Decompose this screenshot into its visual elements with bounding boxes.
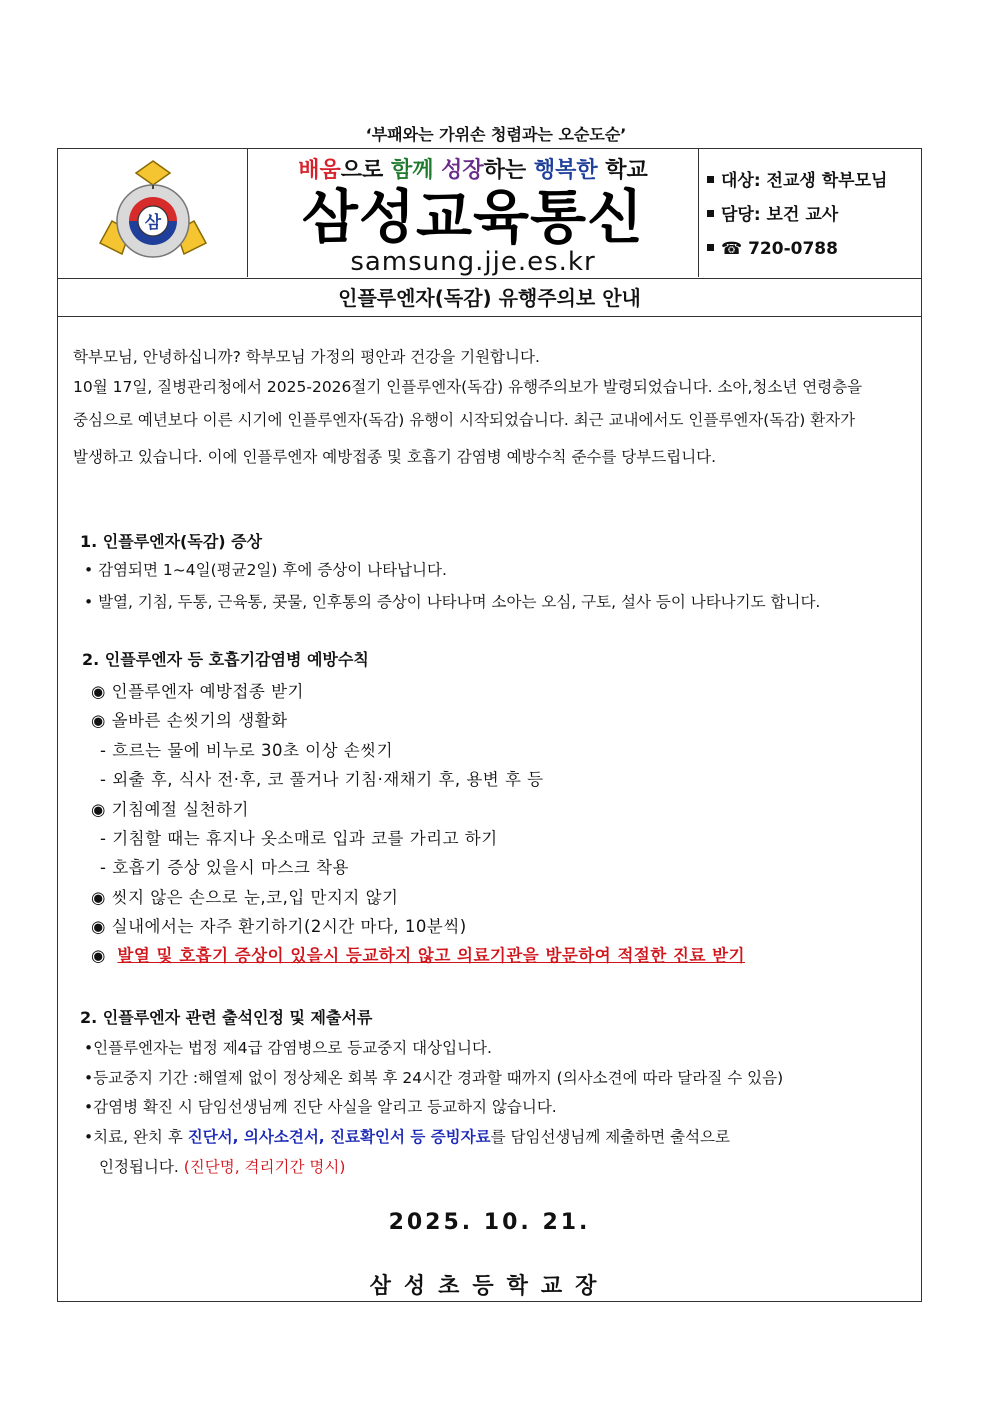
section2-warning <box>91 942 745 966</box>
section2-item: ◉ 씻지 않은 손으로 눈,코,입 만지지 않기 <box>91 888 399 907</box>
intro-line: 중심으로 예년보다 이른 시기에 인플루엔자(독감) 유행이 시작되었습니다. 최근 교내에서도 인플루엔자(독감) 환자가 <box>73 411 856 429</box>
intro-line: 10월 17일, 질병관리청에서 2025-2026절기 인플루엔자(독감) 유행주의보가 발령되었습니다. 소아,청소년 연령층을 <box>73 378 863 396</box>
section3-item: •인플루엔자는 법정 제4급 감염병으로 등교중지 대상입니다. <box>84 1039 492 1057</box>
section3-title: 2. 인플루엔자 관련 출석인정 및 제출서류 <box>80 1008 373 1027</box>
section3-item-cont: 인정됩니다. (진단명, 격리기간 명시) <box>99 1158 346 1176</box>
school-logo-icon <box>98 159 208 269</box>
subject-title: 인플루엔자(독감) 유행주의보 안내 <box>58 279 921 317</box>
section3-item: •등교중지 기간 :해열제 없이 정상체온 회복 후 24시간 경과할 때까지 (의사소견에 따라 달라질 수 있음) <box>84 1069 784 1087</box>
logo-cell <box>58 149 248 277</box>
intro-line: 발생하고 있습니다. 이에 인플루엔자 예방접종 및 호흡기 감염병 예방수칙 준수를 당부드립니다. <box>73 448 717 466</box>
warning-bullet: ◉ <box>91 946 106 965</box>
intro-line: 학부모님, 안녕하십니까? 학부모님 가정의 평안과 건강을 기원합니다. <box>73 348 540 366</box>
motto: ‘부패와는 가위손 청렴과는 오순도순’ <box>365 125 627 144</box>
principal-signature: 삼성초등학교장 <box>369 1274 610 1299</box>
newsletter-title: 삼성교육통신 <box>301 183 645 251</box>
slogan-part: 학교 <box>597 158 648 183</box>
section1-title: 1. 인플루엔자(독감) 증상 <box>80 532 263 551</box>
slogan-part: 배움 <box>298 158 341 183</box>
bullet-square-icon <box>707 244 714 251</box>
section2-title: 2. 인플루엔자 등 호흡기감염병 예방수칙 <box>82 650 369 669</box>
title-cell <box>248 149 699 277</box>
slogan-part: 으로 <box>340 158 391 183</box>
section2-subitem: - 외출 후, 식사 전·후, 코 풀거나 기침·재채기 후, 용변 후 등 <box>100 770 544 789</box>
section2-subitem: - 흐르는 물에 비누로 30초 이상 손씻기 <box>100 741 394 760</box>
bullet-square-icon <box>707 210 714 217</box>
warning-text: 발열 및 호흡기 증상이 있을시 등교하지 않고 의료기관을 방문하여 적절한 진료 받기 <box>117 946 746 965</box>
section2-item: ◉ 실내에서는 자주 환기하기(2시간 마다, 10분씩) <box>91 917 467 936</box>
section2-subitem: - 기침할 때는 휴지나 옷소매로 입과 코를 가리고 하기 <box>100 829 498 848</box>
school-url[interactable]: samsung.jje.es.kr <box>350 247 596 277</box>
info-cell <box>699 149 921 277</box>
section1-item: • 감염되면 1~4일(평균2일) 후에 증상이 나타납니다. <box>84 561 447 579</box>
info-phone: ☎ 720-0788 <box>707 237 921 271</box>
slogan-part <box>433 158 441 183</box>
bullet-square-icon <box>707 176 714 183</box>
document-note: (진단명, 격리기간 명시) <box>183 1158 346 1176</box>
slogan-part: 성장 <box>441 158 484 183</box>
slogan-part: 함께 <box>390 158 434 183</box>
info-contact: 담당: 보건 교사 <box>707 203 921 237</box>
required-documents: 진단서, 의사소견서, 진료확인서 등 증빙자료 <box>187 1128 491 1146</box>
slogan-part: 행복한 <box>533 158 598 183</box>
header <box>58 149 921 279</box>
section2-item: ◉ 기침예절 실천하기 <box>91 800 249 819</box>
logo-text: 삼 <box>144 213 162 233</box>
slogan-part: 하는 <box>483 158 534 183</box>
newsletter-frame <box>57 148 922 1302</box>
issue-date: 2025. 10. 21. <box>388 1210 591 1235</box>
section2-subitem: - 호흡기 증상 있을시 마스크 착용 <box>100 858 349 877</box>
slogan <box>248 153 698 184</box>
info-target: 대상: 전교생 학부모님 <box>707 169 921 203</box>
section2-item: ◉ 인플루엔자 예방접종 받기 <box>91 682 304 701</box>
section3-item: •감염병 확진 시 담임선생님께 진단 사실을 알리고 등교하지 않습니다. <box>84 1098 557 1116</box>
section3-item: •치료, 완치 후 진단서, 의사소견서, 진료확인서 등 증빙자료를 담임선생님께 제출하면 출석으로 <box>84 1128 730 1146</box>
section2-item: ◉ 올바른 손씻기의 생활화 <box>91 711 288 730</box>
section1-item: • 발열, 기침, 두통, 근육통, 콧물, 인후통의 증상이 나타나며 소아는 오심, 구토, 설사 등이 나타나기도 합니다. <box>84 593 821 611</box>
